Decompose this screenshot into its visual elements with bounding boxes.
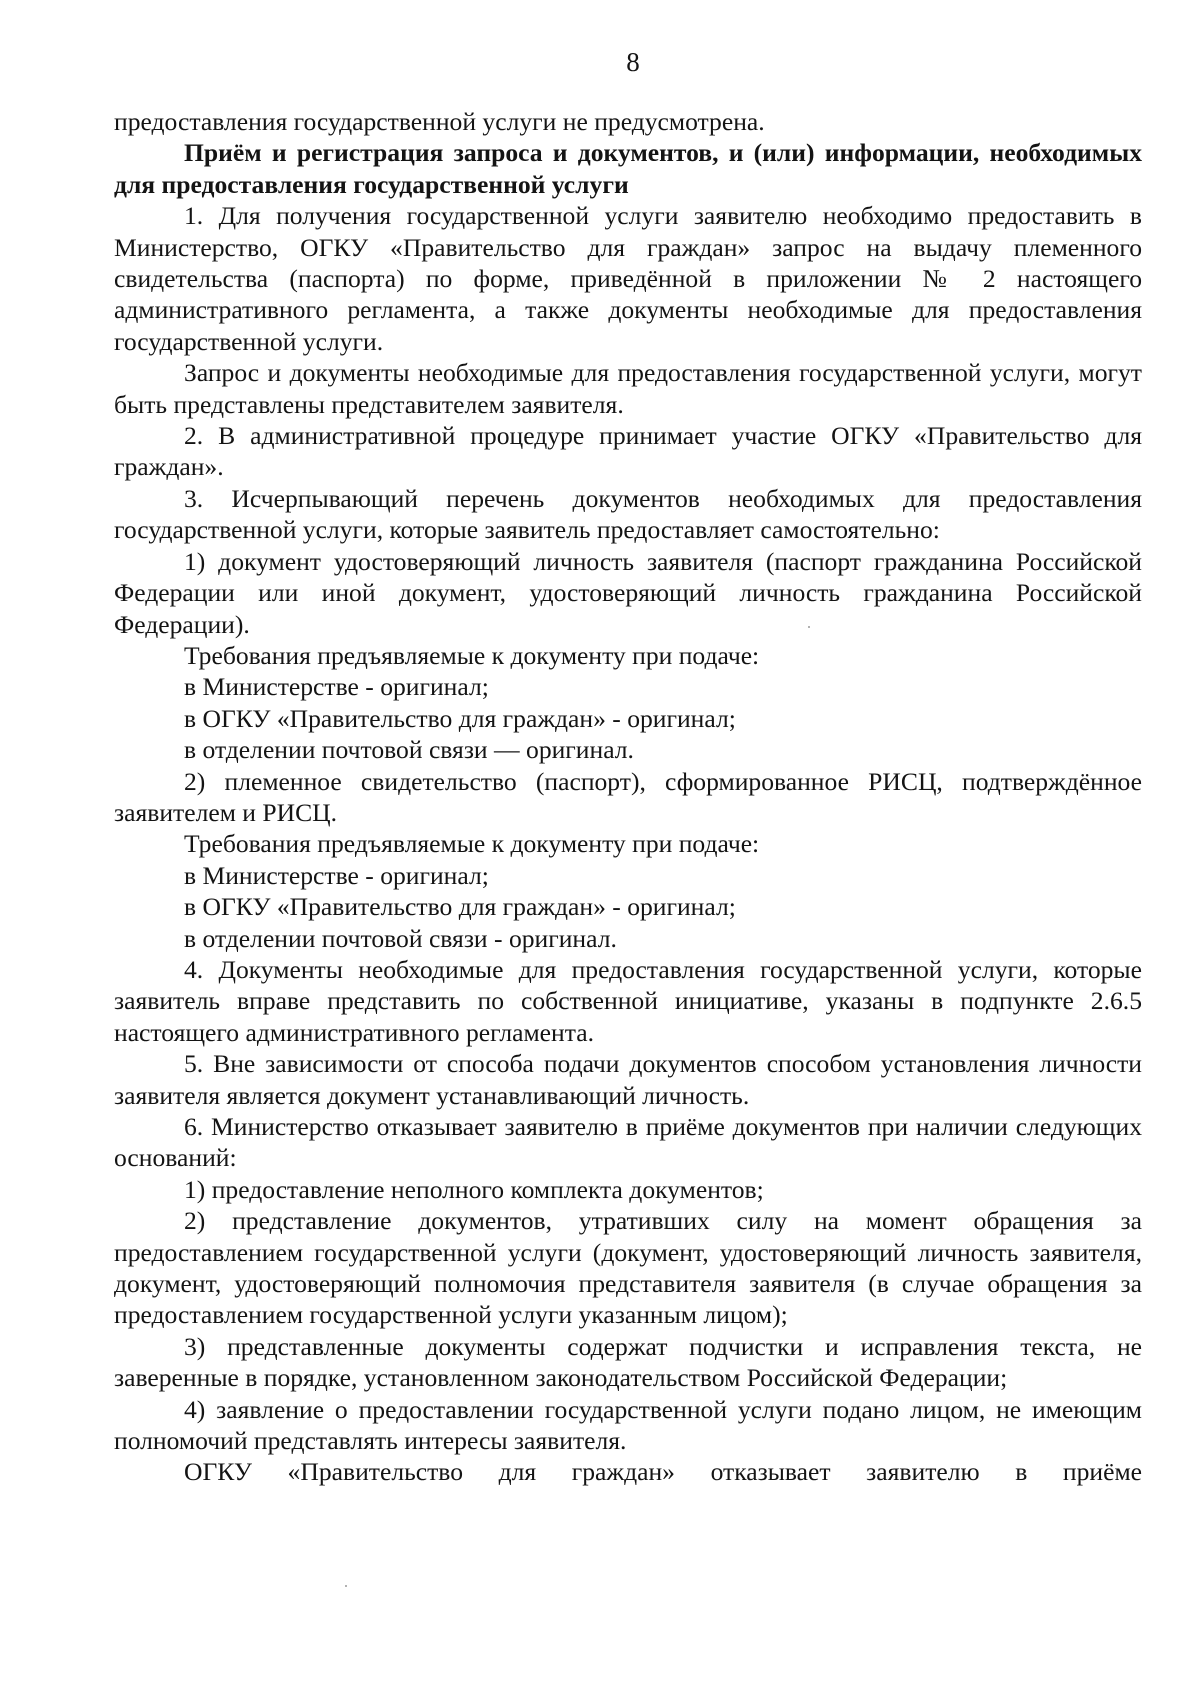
paragraph: 5. Вне зависимости от способа подачи документов способом установления личности заявителя является документ устанавливающий личность. xyxy=(114,1049,1142,1110)
list-item: 1) документ удостоверяющий личность заявителя (паспорт гражданина Российской Федерации или иной документ, удостоверяющий личность гражданина Российской Федерации). xyxy=(114,546,1142,639)
list-item: в ОГКУ «Правительство для граждан» - оригинал; xyxy=(184,703,736,733)
paragraph: 6. Министерство отказывает заявителю в приёме документов при наличии следующих оснований: xyxy=(114,1112,1142,1173)
scan-speck xyxy=(808,626,810,628)
section-heading: Приём и регистрация запроса и документов, и (или) информации, необходимых для предоставления государственной услуги xyxy=(114,138,1142,199)
list-item: 2) племенное свидетельство (паспорт), сформированное РИСЦ, подтверждённое заявителем и РИСЦ. xyxy=(114,766,1142,827)
paragraph-continued: ОГКУ «Правительство для граждан» отказывает заявителю в приёме xyxy=(184,1457,1142,1487)
list-item: в ОГКУ «Правительство для граждан» - оригинал; xyxy=(184,892,736,922)
page-number: 8 xyxy=(626,47,640,77)
list-item: 3) представленные документы содержат подчистки и исправления текста, не заверенные в порядке, установленном законодательством Российской Федерации; xyxy=(114,1331,1142,1393)
document-body xyxy=(114,106,1142,1488)
paragraph: 2. В административной процедуре принимает участие ОГКУ «Правительство для граждан». xyxy=(114,421,1142,482)
paragraph: Требования предъявляемые к документу при подаче: xyxy=(184,829,760,859)
list-item: в отделении почтовой связи - оригинал. xyxy=(184,923,617,953)
list-item: в Министерстве - оригинал; xyxy=(184,672,489,702)
scan-speck xyxy=(345,1585,347,1587)
list-item: в Министерстве - оригинал; xyxy=(184,860,489,890)
paragraph: Требования предъявляемые к документу при подаче: xyxy=(184,640,760,670)
list-item: 1) предоставление неполного комплекта документов; xyxy=(184,1174,764,1204)
list-item: 4) заявление о предоставлении государственной услуги подано лицом, не имеющим полномочий представлять интересы заявителя. xyxy=(114,1394,1142,1456)
paragraph: предоставления государственной услуги не предусмотрена. xyxy=(114,107,765,136)
paragraph: Запрос и документы необходимые для предоставления государственной услуги, могут быть представлены представителем заявителя. xyxy=(114,358,1142,419)
paragraph: 4. Документы необходимые для предоставления государственной услуги, которые заявитель вправе представить по собственной инициативе, указаны в подпункте 2.6.5 настоящего административного регламента. xyxy=(114,954,1142,1047)
paragraph: 3. Исчерпывающий перечень документов необходимых для предоставления государственной услуги, которые заявитель предоставляет самостоятельно: xyxy=(114,483,1142,545)
list-item: 2) представление документов, утративших силу на момент обращения за предоставлением государственной услуги (документ, удостоверяющий личность заявителя, документ, удостоверяющий полномочия представителя заявителя (в случае обращения за предоставлением государственной услуги указанным лицом); xyxy=(114,1206,1142,1330)
paragraph: 1. Для получения государственной услуги заявителю необходимо предоставить в Министерство, ОГКУ «Правительство для граждан» запрос на выдачу племенного свидетельства (паспорта) по форме, приведённой в приложении № 2 настоящего административного регламента, а также документы необходимые для предоставления государственной услуги. xyxy=(114,201,1142,356)
list-item: в отделении почтовой связи — оригинал. xyxy=(184,735,634,765)
